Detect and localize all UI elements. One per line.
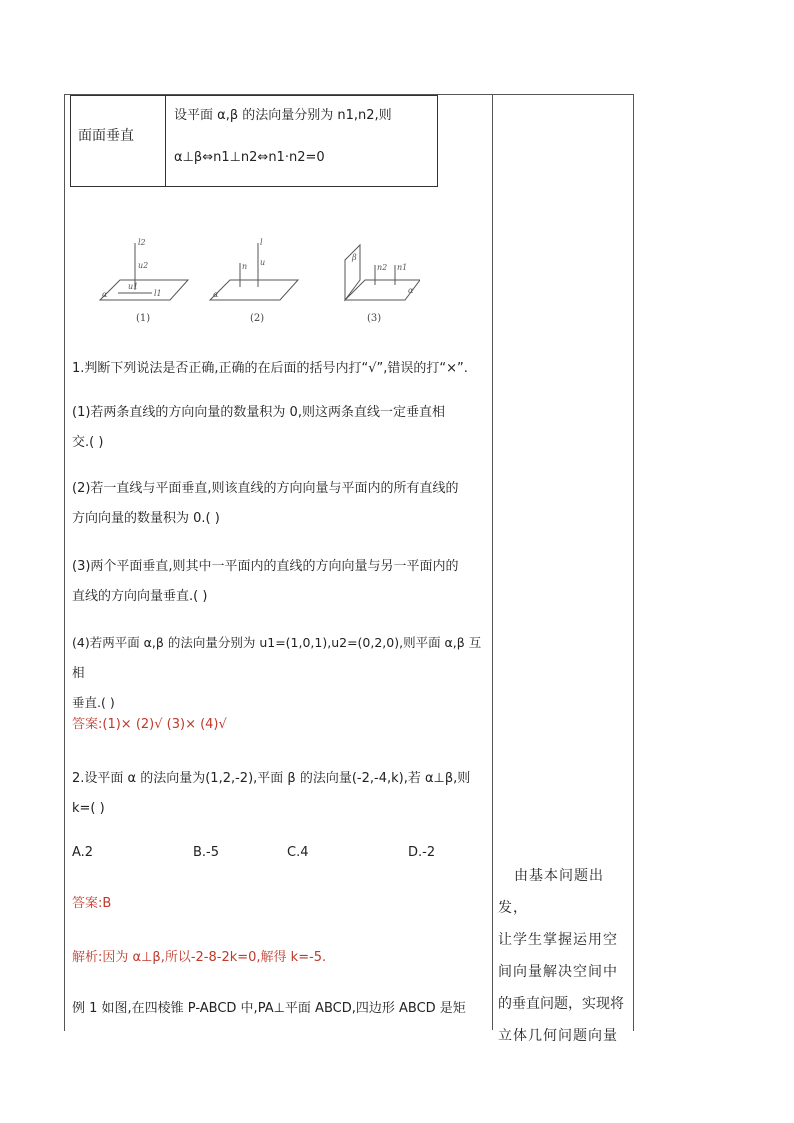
q1-answer: 答案:(1)× (2)√ (3)× (4)√ xyxy=(72,717,227,732)
option-d: D.-2 xyxy=(408,845,436,860)
q1-item-4 xyxy=(72,628,490,718)
note-line-1: 由基本问题出发， xyxy=(498,868,604,916)
option-b: B.-5 xyxy=(193,845,220,860)
svg-text:l1: l1 xyxy=(154,289,162,298)
q1-item-3 xyxy=(72,552,490,612)
q1-item-4-line-a: (4)若两平面 α,β 的法向量分别为 u1=(1,0,1),u2=(0,2,0),则平面 α,β 互相 xyxy=(72,635,482,680)
svg-text:u2: u2 xyxy=(138,261,149,270)
q1-item-3-line-a: (3)两个平面垂直,则其中一平面内的直线的方向向量与另一平面内的 xyxy=(72,559,459,574)
svg-text:n: n xyxy=(242,262,248,271)
question-2 xyxy=(72,764,490,824)
option-c: C.4 xyxy=(287,845,309,860)
row-label: 面面垂直 xyxy=(78,128,134,144)
svg-text:l: l xyxy=(260,238,263,247)
question-1-stem: 1.判断下列说法是否正确,正确的在后面的括号内打“√”,错误的打“×”. xyxy=(72,361,468,376)
q1-item-3-line-b: 直线的方向向量垂直.( ) xyxy=(72,589,208,604)
q2-answer: 答案:B xyxy=(72,896,112,911)
q1-item-1-line-a: (1)若两条直线的方向向量的数量积为 0,则这两条直线一定垂直相 xyxy=(72,405,445,420)
q1-item-1 xyxy=(72,398,490,458)
svg-text:α: α xyxy=(408,286,414,295)
q1-item-2 xyxy=(72,474,490,534)
example-1: 例 1 如图,在四棱锥 P-ABCD 中,PA⊥平面 ABCD,四边形 ABCD 是矩 xyxy=(72,1001,466,1016)
q1-item-4-line-b: 垂直.( ) xyxy=(72,695,115,710)
svg-text:α: α xyxy=(213,290,219,299)
q1-item-1-line-b: 交.( ) xyxy=(72,435,104,450)
svg-text:u: u xyxy=(260,258,266,267)
figure-caption-2: (2) xyxy=(250,313,265,324)
svg-text:n2: n2 xyxy=(377,263,388,272)
svg-text:u1: u1 xyxy=(128,282,139,291)
q2-analysis: 解析:因为 α⊥β,所以-2-8-2k=0,解得 k=-5. xyxy=(72,950,327,965)
note-line-3: 间向量解决空间中 xyxy=(498,964,618,980)
svg-text:β: β xyxy=(352,253,357,262)
teaching-note xyxy=(498,860,628,1052)
note-line-5: 立体几何问题向量 xyxy=(498,1028,618,1044)
note-line-2: 让学生掌握运用空 xyxy=(498,932,618,948)
q2-stem-line-a: 2.设平面 α 的法向量为(1,2,-2),平面 β 的法向量(-2,-4,k),若 α⊥β,则 xyxy=(72,771,471,786)
definition-line-2: α⊥β⇔n1⊥n2⇔n1·n2=0 xyxy=(174,150,325,165)
svg-text:l2: l2 xyxy=(138,238,146,247)
figure-caption-1: (1) xyxy=(136,313,151,324)
svg-text:n1: n1 xyxy=(397,263,408,272)
definition-line-1: 设平面 α,β 的法向量分别为 n1,n2,则 xyxy=(174,108,392,123)
note-line-4: 的垂直问题，实现将 xyxy=(498,996,624,1012)
svg-text:α: α xyxy=(102,290,108,299)
q1-item-2-line-b: 方向向量的数量积为 0.( ) xyxy=(72,511,220,526)
column-divider xyxy=(492,94,493,1030)
geometry-figures xyxy=(90,235,420,335)
figure-caption-3: (3) xyxy=(367,313,382,324)
q1-item-2-line-a: (2)若一直线与平面垂直,则该直线的方向向量与平面内的所有直线的 xyxy=(72,481,459,496)
q2-stem-line-b: k=( ) xyxy=(72,801,105,816)
option-a: A.2 xyxy=(72,845,94,860)
